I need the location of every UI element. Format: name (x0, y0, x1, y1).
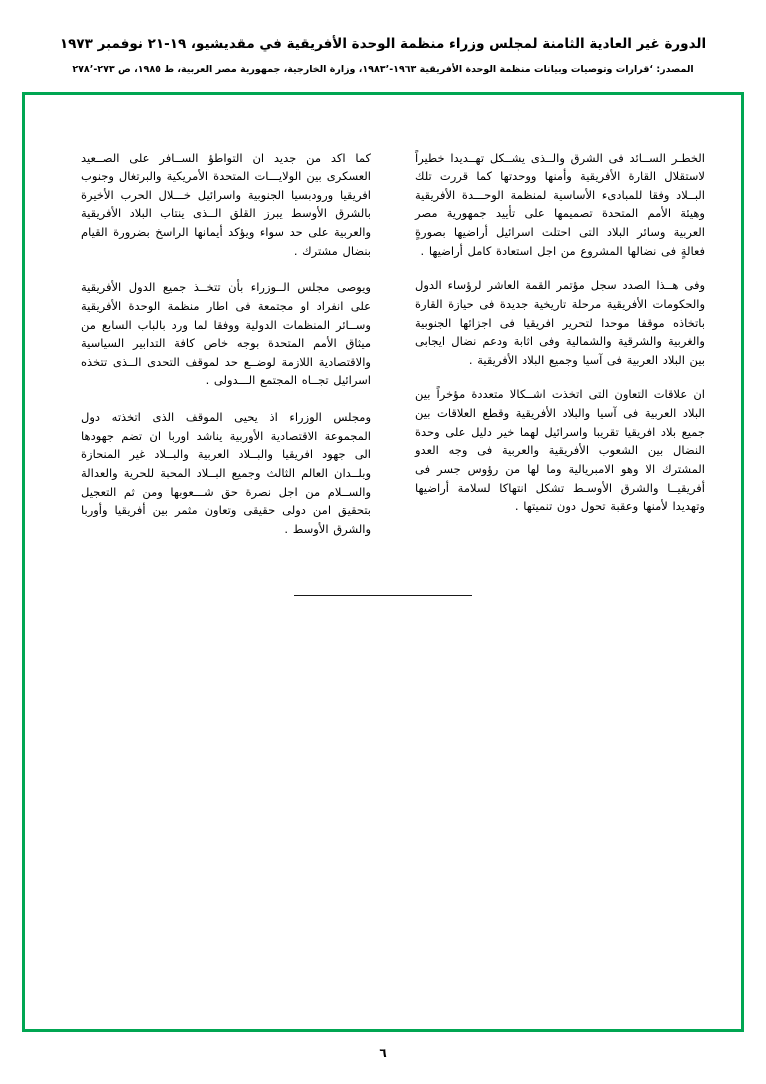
content-frame (22, 92, 744, 1032)
column-right (415, 137, 705, 556)
page-title: الدورة غير العادية الثامنة لمجلس وزراء منظمة الوحدة الأفريقية في مقديشيو، ١٩-٢١ نوفمبر ١٩٧٣ (59, 36, 707, 52)
two-column-body (25, 95, 741, 556)
paragraph: وفى هــذا الصدد سجل مؤتمر القمة العاشر لرؤساء الدول والحكومات الأفريقية مرحلة تاريخية جديدة فى حيازة القارة باتخاذه موقفا موحدا لتحرير افريقيا فى اجزائها الجنوبية والغربية والشرقية والشمالية وفى اثابة ودعم نضال ايجابى بين البلاد العربية فى آسيا وجميع البلاد الأفريقية . (415, 278, 705, 367)
paragraph: ويوصى مجلس الــوزراء بأن تتخــذ جميع الدول الأفريقية على انفراد او مجتمعة فى اطار منظمة الوحدة الأفريقية وســائر المنظمات الدولية ووفقا لما ورد بالباب السابع من ميثاق الأمم المتحدة بوجه خاص كافة التدابير السياسية والاقتصادية اللازمة لوضــع حد لموقف التحدى الــذى تتخذه اسرائيل تجــاه المجتمع الـــدولى . (81, 280, 371, 388)
document-header (0, 0, 766, 78)
divider-line (294, 595, 472, 596)
page-number: ٦ (379, 1046, 387, 1060)
section-divider (25, 595, 741, 596)
paragraph: الخطـر الســائد فى الشرق والــذى يشــكل تهــديدا خطيراً لاستقلال القارة الأفريقية وأمنها ووحدتها كما قررت تلك البــلاد وفقا للمبادىء الأساسية لمنظمة الوحـــدة الأفريقية وهيئة الأمم المتحدة تصميمها على تأييد جمهورية مصر العربية وسائر البلاد التى احتلت اسرائيل أراضيها بصورةٍ فعالةٍ فى نضالها المشروع من اجل استعادة كامل أراضيها . (415, 150, 705, 258)
paragraph: ان علاقات التعاون التى اتخذت اشــكالا متعددة مؤخراً بين البلاد العربية فى آسيا والبلاد الأفريقية وقطع العلاقات بين جميع بلاد افريقيا تقريبا واسرائيل لهما خير دليل على وحدة النضال بين الشعوب الأفريقية والعربية فى وجه العدو المشترك الا وهو الامبريالية وما لها من رؤوس جسر فى أفريقيــا والشرق الأوسـط تشكل انتهاكا لسلامة أراضيها وتهديدا لأمنها وعقبة تحول دون تنميتها . (415, 387, 705, 514)
source-citation: المصدر: ʻقرارات وتوصيات وبيانات منظمة الوحدة الأفريقية ١٩٦٣-١٩٨٣ʼ، وزارة الخارجية، جمهورية مصر العربية، ط ١٩٨٥، ص ٢٧٣-٢٧٨ʼ (72, 64, 694, 76)
column-left (81, 137, 371, 556)
paragraph: ومجلس الوزراء اذ يحيى الموقف الذى اتخذته دول المجموعة الاقتصادية الأوربية يناشد اوربا ان تضم جهودها الى جهود افريقيا والبــلاد العربية والبــلاد غير المنحازة وبلــدان العالم الثالث وجميع البــلاد المحبة للحرية والعدالة والســلام من اجل نصرة حق شـــعوبها ومن ثم التعجيل بتحقيق امن دولى حقيقى وتعاون مثمر بين أفريقيا وأوربا والشرق الأوسط . (81, 410, 371, 536)
paragraph: كما اكد من جديد ان التواطؤ الســافر على الصــعيد العسكرى بين الولايـــات المتحدة الأمريكية والبرتغال وجنوب افريقيا ورودبسيا الجنوبية واسرائيل خـــلال الحرب الأخيرة بالشرق الأوسط يبرز القلق الــذى ينتاب البلاد الأفريقية والعربية على حد سواء ويؤكد أيمانها الراسخ بضرورة القيام بنضال مشترك . (81, 150, 371, 258)
